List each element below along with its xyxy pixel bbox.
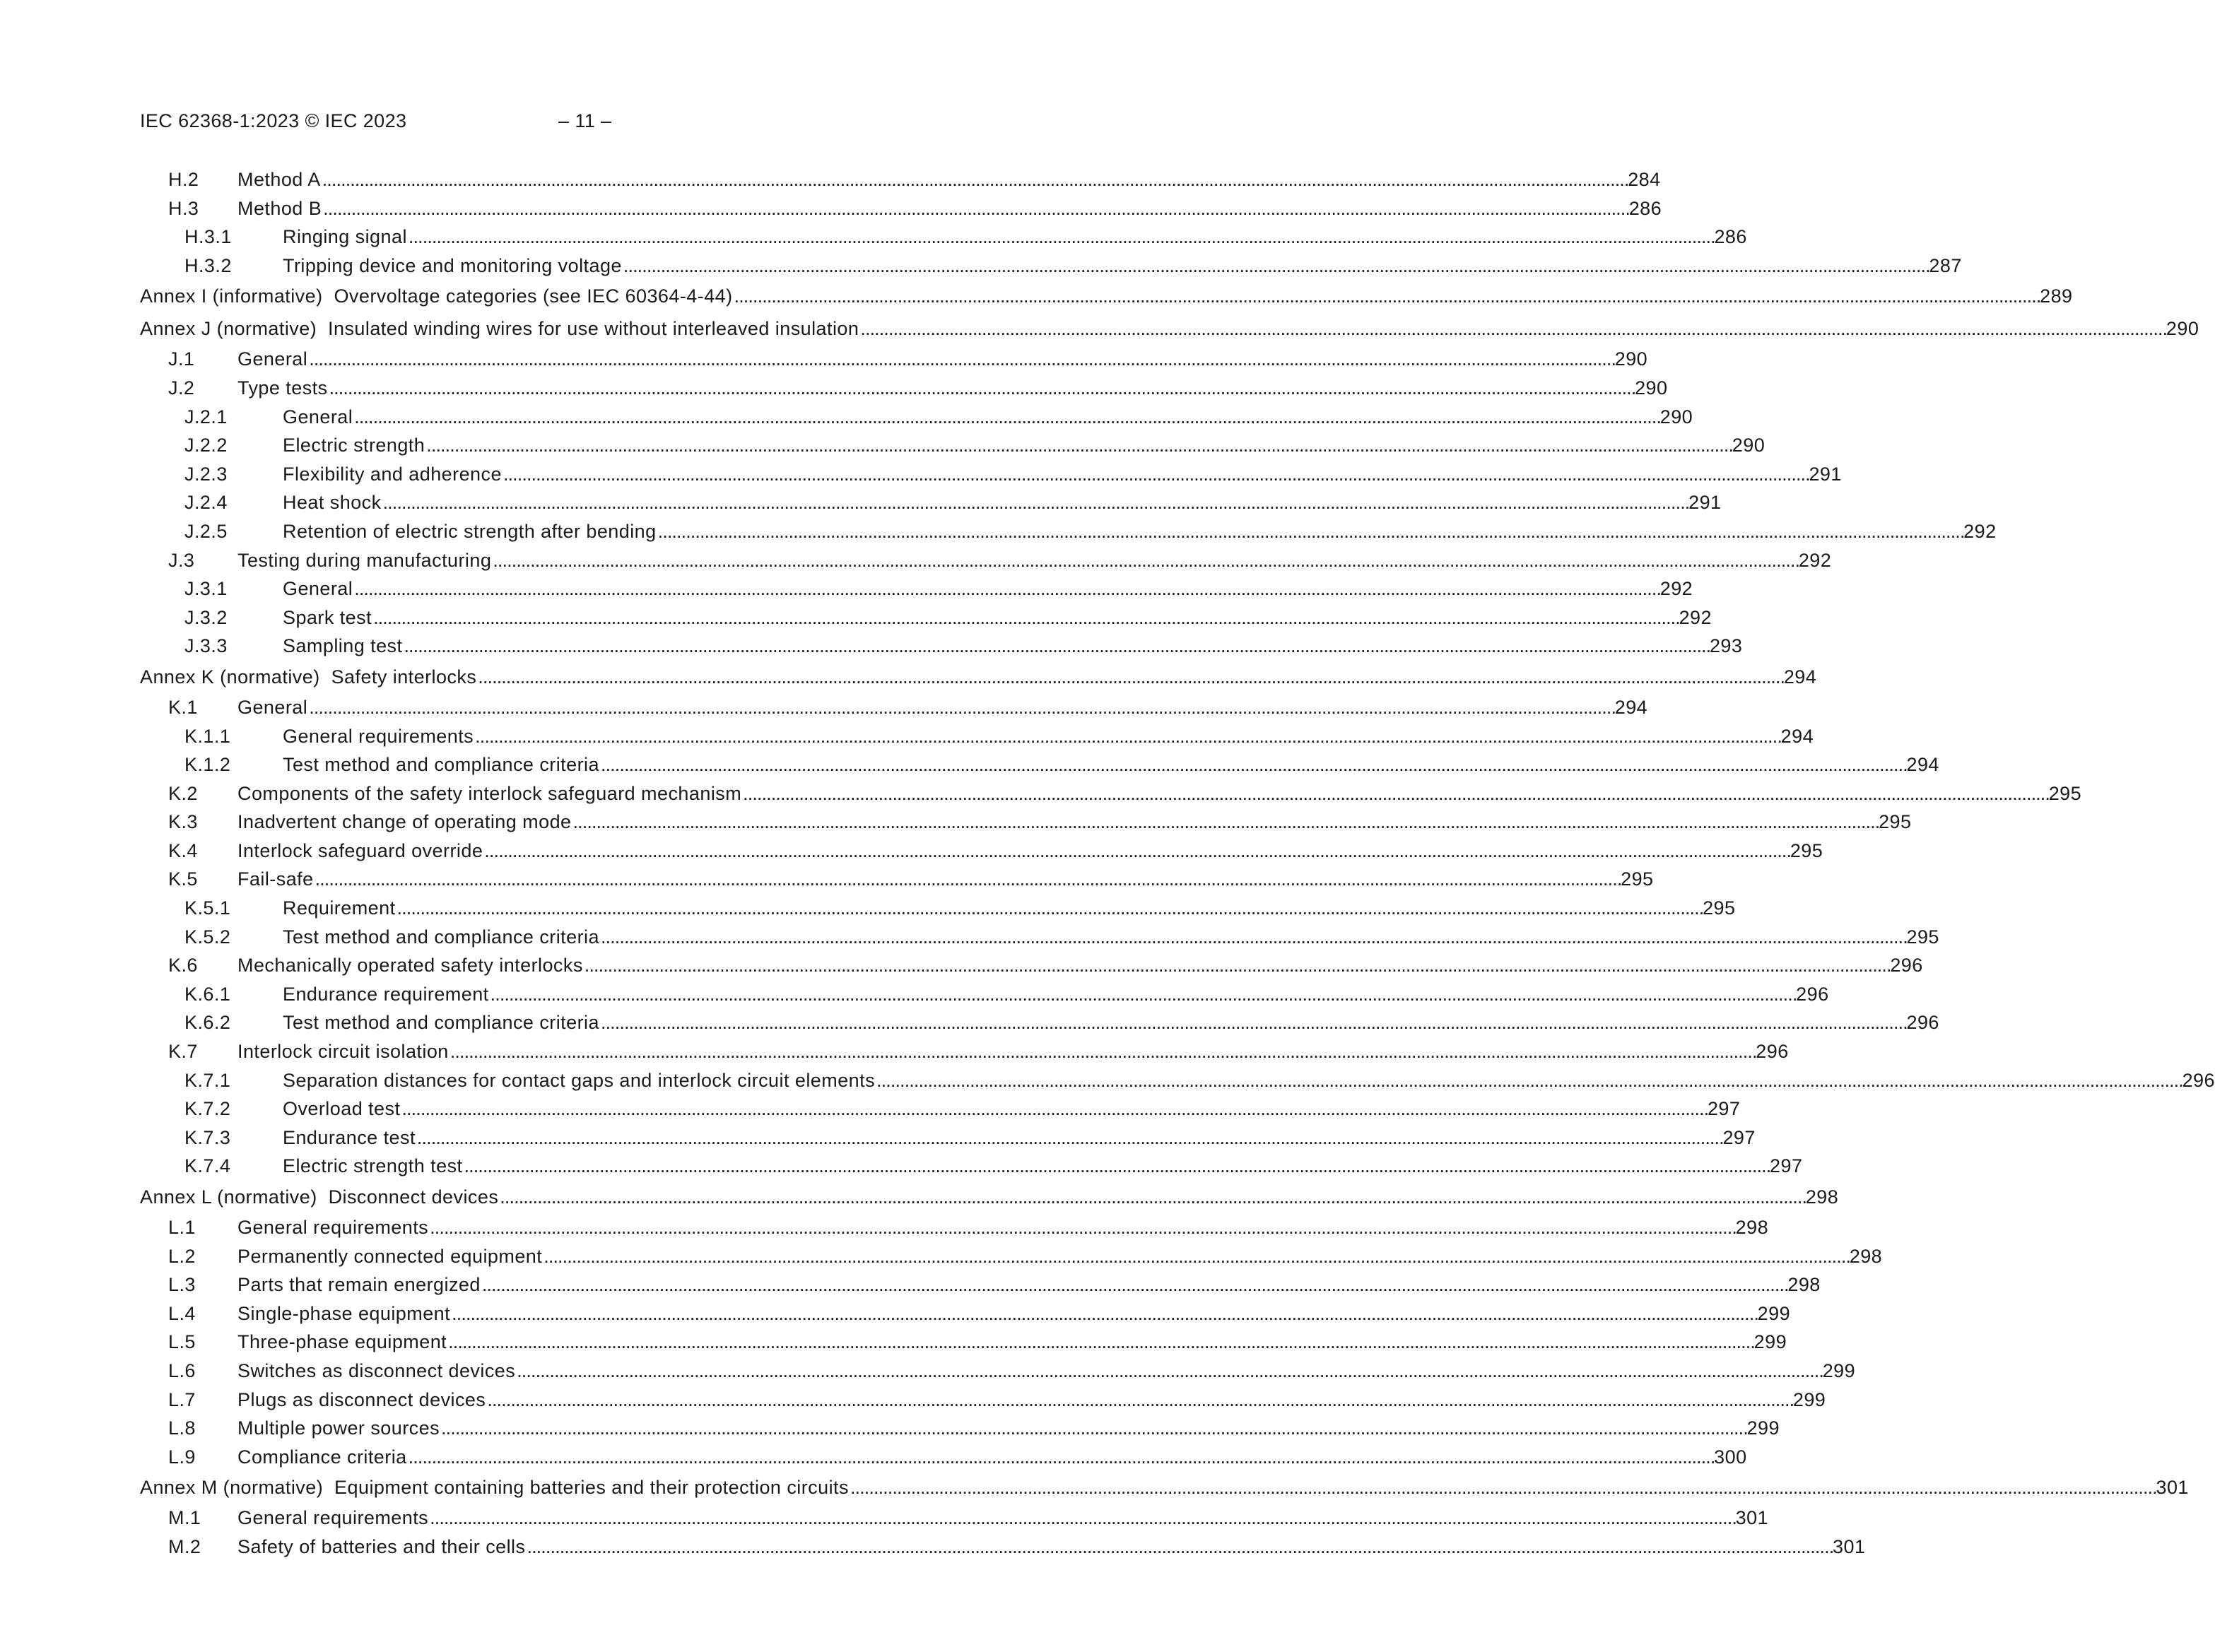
toc-entry[interactable] [140, 374, 1668, 403]
toc-entry-title: Spark test [283, 606, 372, 628]
dot-leader [503, 460, 1808, 489]
dot-leader [484, 837, 1789, 866]
toc-entry[interactable] [140, 837, 1823, 866]
toc-entry-page: 297 [1722, 1126, 1756, 1148]
toc-entry-number: Annex I (informative) [140, 285, 334, 307]
toc-entry-title: Sampling test [283, 635, 403, 657]
dot-leader [401, 1095, 1706, 1123]
toc-entry[interactable] [140, 722, 1814, 751]
dot-leader [309, 693, 1614, 722]
dot-leader [487, 1386, 1792, 1415]
toc-entry-number: K.3 [168, 811, 198, 833]
toc-entry-page: 289 [2040, 285, 2073, 307]
toc-entry-title: Safety of batteries and their cells [237, 1535, 526, 1557]
toc-entry-page: 295 [1703, 897, 1736, 919]
dot-leader [323, 194, 1628, 223]
toc-entry[interactable] [140, 403, 1693, 432]
toc-entry-title: Test method and compliance criteria [283, 1012, 599, 1034]
toc-entry-number: H.3.2 [184, 254, 232, 276]
toc-entry-number: J.3 [168, 549, 195, 571]
toc-entry-page: 298 [1735, 1217, 1769, 1238]
toc-entry[interactable] [140, 808, 1912, 837]
toc-entry-page: 295 [2048, 782, 2082, 804]
toc-entry[interactable] [140, 1504, 1769, 1533]
page-number: – 11 – [558, 110, 612, 131]
dot-leader [490, 980, 1795, 1009]
dot-leader [527, 1533, 1831, 1562]
toc-entry[interactable] [140, 1213, 1769, 1242]
toc-entry[interactable] [140, 750, 1939, 779]
toc-entry-page: 295 [1621, 868, 1654, 890]
toc-entry-title: Plugs as disconnect devices [237, 1388, 486, 1410]
toc-entry-number: K.6.2 [184, 1012, 231, 1034]
toc-entry-number: M.2 [168, 1535, 201, 1557]
dot-leader [373, 603, 1678, 632]
toc-entry[interactable] [140, 1152, 1803, 1181]
dot-leader [426, 431, 1731, 460]
toc-entry-page: 290 [2166, 318, 2199, 340]
dot-leader [441, 1414, 1746, 1443]
dot-leader [430, 1504, 1734, 1533]
toc-entry-page: 291 [1809, 463, 1842, 485]
toc-entry[interactable] [140, 923, 1939, 952]
toc-entry-page: 296 [1796, 983, 1829, 1005]
toc-entry-title: Requirement [283, 897, 396, 919]
toc-entry-page: 298 [1805, 1186, 1839, 1208]
toc-entry-page: 300 [1714, 1446, 1747, 1468]
toc-entry-page: 294 [1783, 666, 1817, 688]
toc-entry[interactable] [140, 1386, 1826, 1415]
toc-entry-number: H.3 [168, 197, 199, 219]
dot-leader [409, 223, 1713, 252]
toc-entry-page: 290 [1659, 406, 1693, 427]
toc-entry-title: Tripping device and monitoring voltage [283, 254, 622, 276]
toc-entry-page: 299 [1753, 1331, 1787, 1353]
dot-leader [329, 374, 1634, 403]
dot-leader [478, 661, 1782, 693]
toc-entry-title: General [237, 348, 308, 370]
toc-entry-title: General requirements [283, 725, 474, 747]
dot-leader [500, 1181, 1804, 1213]
toc-entry[interactable] [140, 632, 1743, 661]
toc-entry-title: Fail-safe [237, 868, 314, 890]
toc-entry-title: General [283, 578, 353, 600]
toc-entry-number: J.1 [168, 348, 195, 370]
dot-leader [584, 951, 1889, 980]
toc-entry[interactable] [140, 1357, 1856, 1386]
toc-entry-number: L.2 [168, 1245, 196, 1267]
toc-entry-page: 298 [1849, 1245, 1883, 1267]
toc-entry-page: 297 [1707, 1098, 1741, 1120]
toc-entry-page: 299 [1822, 1359, 1856, 1381]
toc-entry-number: L.6 [168, 1359, 196, 1381]
toc-entry-title: Electric strength [283, 435, 425, 456]
table-of-contents [140, 165, 2215, 1562]
toc-entry[interactable] [140, 252, 1962, 281]
toc-entry-number: K.7.4 [184, 1155, 231, 1177]
toc-entry[interactable] [140, 223, 1747, 252]
toc-entry[interactable] [140, 1242, 1883, 1271]
dot-leader [354, 403, 1659, 432]
toc-entry-number: J.2.3 [184, 463, 228, 485]
toc-entry[interactable] [140, 1095, 1741, 1123]
dot-leader [322, 165, 1627, 194]
toc-entry-page: 291 [1688, 492, 1722, 514]
document-id: IEC 62368-1:2023 © IEC 2023 [140, 110, 407, 131]
toc-entry-page: 295 [1790, 839, 1823, 861]
dot-leader [544, 1242, 1848, 1271]
dot-leader [397, 894, 1702, 923]
toc-entry-number: K.2 [168, 782, 198, 804]
toc-entry-title: Disconnect devices [328, 1186, 499, 1208]
dot-leader [309, 345, 1614, 374]
toc-entry-page: 294 [1906, 754, 1939, 776]
toc-entry-title: Interlock circuit isolation [237, 1041, 449, 1063]
toc-entry-page: 286 [1628, 197, 1662, 219]
toc-entry-title: Test method and compliance criteria [283, 926, 599, 948]
dot-leader [658, 517, 1963, 546]
toc-entry-title: Switches as disconnect devices [237, 1359, 516, 1381]
toc-entry-page: 301 [1833, 1535, 1866, 1557]
toc-entry[interactable] [140, 865, 1654, 894]
toc-entry-number: K.4 [168, 839, 198, 861]
toc-entry-title: Insulated winding wires for use without interleaved insulation [328, 318, 859, 340]
dot-leader [452, 1299, 1756, 1328]
toc-entry-number: J.3.1 [184, 578, 228, 600]
toc-entry-title: Overload test [283, 1098, 401, 1120]
toc-entry[interactable] [140, 460, 1842, 489]
toc-entry-title: Endurance test [283, 1126, 416, 1148]
dot-leader [734, 280, 2039, 312]
toc-entry-page: 296 [1756, 1041, 1789, 1063]
toc-entry[interactable] [140, 546, 1832, 575]
toc-entry-page: 292 [1659, 578, 1693, 600]
toc-entry-page: 292 [1798, 549, 1832, 571]
toc-entry[interactable] [140, 1037, 1789, 1066]
toc-entry-page: 292 [1963, 520, 1997, 542]
toc-entry-page: 299 [1746, 1417, 1780, 1439]
toc-entry-title: Type tests [237, 377, 328, 399]
toc-entry-title: Separation distances for contact gaps and interlock circuit elements [283, 1069, 876, 1091]
toc-entry-number: K.7.2 [184, 1098, 231, 1120]
toc-entry-title: General requirements [237, 1507, 429, 1529]
toc-entry-number: L.4 [168, 1302, 196, 1324]
dot-leader [448, 1328, 1753, 1357]
toc-entry-title: Method B [237, 197, 322, 219]
toc-entry-page: 299 [1757, 1302, 1791, 1324]
toc-entry[interactable] [140, 1328, 1787, 1357]
toc-entry-page: 286 [1714, 226, 1747, 248]
toc-entry-page: 298 [1787, 1274, 1821, 1296]
toc-entry-title: Safety interlocks [331, 666, 477, 688]
toc-entry-page: 295 [1906, 926, 1939, 948]
toc-entry[interactable] [140, 894, 1736, 923]
toc-entry[interactable] [140, 1443, 1747, 1472]
toc-entry-title: Testing during manufacturing [237, 549, 492, 571]
toc-entry-number: H.3.1 [184, 226, 232, 248]
toc-entry-title: General [283, 406, 353, 427]
toc-entry-number: K.6 [168, 955, 198, 977]
toc-entry-number: L.8 [168, 1417, 196, 1439]
toc-entry-page: 301 [2156, 1477, 2189, 1499]
dot-leader [430, 1213, 1734, 1242]
toc-entry[interactable] [140, 779, 2082, 808]
toc-entry[interactable] [140, 603, 1712, 632]
toc-entry-page: 290 [1732, 435, 1765, 456]
toc-entry-title: Compliance criteria [237, 1446, 407, 1468]
dot-leader [876, 1066, 2181, 1095]
toc-entry-number: K.7.1 [184, 1069, 231, 1091]
toc-entry-title: Interlock safeguard override [237, 839, 483, 861]
dot-leader [573, 808, 1878, 837]
toc-entry[interactable] [140, 1299, 1791, 1328]
toc-entry-number: K.5 [168, 868, 198, 890]
toc-entry[interactable] [140, 574, 1693, 603]
toc-entry-title: Inadvertent change of operating mode [237, 811, 572, 833]
toc-entry-number: L.5 [168, 1331, 196, 1353]
toc-entry-title: General requirements [237, 1217, 429, 1238]
toc-entry[interactable] [140, 165, 1661, 194]
toc-entry-number: L.3 [168, 1274, 196, 1296]
toc-entry[interactable] [140, 345, 1648, 374]
dot-leader [623, 252, 1928, 281]
toc-entry-number: J.3.2 [184, 606, 228, 628]
toc-entry[interactable] [140, 980, 1829, 1009]
dot-leader [354, 574, 1659, 603]
toc-entry[interactable] [140, 1533, 1866, 1562]
dot-leader [601, 923, 1905, 952]
dot-leader [743, 779, 2047, 808]
toc-entry-title: Flexibility and adherence [283, 463, 502, 485]
toc-entry-title: Equipment containing batteries and their protection circuits [334, 1477, 849, 1499]
toc-entry-number: H.2 [168, 169, 199, 190]
toc-entry-title: Ringing signal [283, 226, 407, 248]
toc-annex-entry[interactable] [140, 661, 1817, 693]
toc-entry-title: Electric strength test [283, 1155, 463, 1177]
toc-entry-number: K.7.3 [184, 1126, 231, 1148]
toc-entry-number: Annex M (normative) [140, 1477, 335, 1499]
toc-entry-number: K.6.1 [184, 983, 231, 1005]
toc-entry-number: K.1 [168, 696, 198, 718]
toc-entry-title: General [237, 696, 308, 718]
toc-entry-number: J.2.2 [184, 435, 228, 456]
toc-entry-page: 290 [1635, 377, 1668, 399]
dot-leader [860, 312, 2165, 345]
toc-entry[interactable] [140, 1414, 1780, 1443]
toc-entry-title: Components of the safety interlock safeguard mechanism [237, 782, 742, 804]
toc-entry-title: Multiple power sources [237, 1417, 440, 1439]
toc-entry[interactable] [140, 1008, 1939, 1037]
toc-entry-number: J.3.3 [184, 635, 228, 657]
toc-entry-page: 297 [1770, 1155, 1803, 1177]
dot-leader [482, 1270, 1787, 1299]
dot-leader [601, 750, 1905, 779]
toc-entry-page: 301 [1735, 1507, 1769, 1529]
toc-entry-page: 287 [1929, 254, 1962, 276]
dot-leader [383, 488, 1688, 517]
toc-entry-page: 294 [1780, 725, 1814, 747]
toc-entry-number: K.1.2 [184, 754, 231, 776]
toc-entry-page: 284 [1628, 169, 1661, 190]
toc-entry-title: Single-phase equipment [237, 1302, 451, 1324]
dot-leader [601, 1008, 1905, 1037]
toc-entry-title: Method A [237, 169, 321, 190]
toc-entry[interactable] [140, 693, 1648, 722]
toc-entry-page: 296 [2182, 1069, 2215, 1091]
toc-entry[interactable] [140, 517, 1997, 546]
toc-entry-number: K.5.1 [184, 897, 231, 919]
dot-leader [409, 1443, 1713, 1472]
dot-leader [450, 1037, 1755, 1066]
toc-entry-title: Overvoltage categories (see IEC 60364-4-44) [334, 285, 733, 307]
toc-entry[interactable] [140, 488, 1722, 517]
toc-entry-number: J.2.1 [184, 406, 228, 427]
dot-leader [475, 722, 1780, 751]
toc-entry-number: M.1 [168, 1507, 201, 1529]
toc-entry-page: 293 [1709, 635, 1743, 657]
toc-entry-number: L.9 [168, 1446, 196, 1468]
dot-leader [417, 1123, 1722, 1152]
dot-leader [404, 632, 1708, 661]
dot-leader [315, 865, 1620, 894]
toc-entry[interactable] [140, 951, 1923, 980]
toc-entry-number: K.1.1 [184, 725, 231, 747]
dot-leader [464, 1152, 1769, 1181]
toc-entry-page: 296 [1890, 955, 1923, 977]
toc-entry-number: L.7 [168, 1388, 196, 1410]
toc-entry[interactable] [140, 1123, 1756, 1152]
toc-entry-title: Mechanically operated safety interlocks [237, 955, 583, 977]
toc-entry-page: 294 [1614, 696, 1648, 718]
page-header [140, 110, 1038, 138]
toc-entry[interactable] [140, 1066, 2215, 1095]
toc-entry-number: K.7 [168, 1041, 198, 1063]
dot-leader [517, 1357, 1821, 1386]
toc-entry-number: Annex K (normative) [140, 666, 331, 688]
dot-leader [493, 546, 1797, 575]
toc-entry[interactable] [140, 1270, 1821, 1299]
toc-entry-title: Heat shock [283, 492, 382, 514]
dot-leader [850, 1471, 2155, 1504]
toc-entry-title: Three-phase equipment [237, 1331, 447, 1353]
toc-annex-entry[interactable] [140, 280, 2073, 312]
toc-entry-page: 290 [1614, 348, 1648, 370]
toc-entry[interactable] [140, 431, 1765, 460]
toc-entry-number: J.2 [168, 377, 195, 399]
toc-entry-number: Annex L (normative) [140, 1186, 329, 1208]
toc-entry-title: Test method and compliance criteria [283, 754, 599, 776]
toc-entry-number: J.2.4 [184, 492, 228, 514]
toc-entry-page: 292 [1679, 606, 1712, 628]
toc-entry-title: Endurance requirement [283, 983, 489, 1005]
toc-entry-number: K.5.2 [184, 926, 231, 948]
toc-entry-page: 295 [1879, 811, 1912, 833]
toc-entry-title: Permanently connected equipment [237, 1245, 543, 1267]
toc-annex-entry[interactable] [140, 1471, 2189, 1504]
toc-entry[interactable] [140, 194, 1662, 223]
toc-entry-title: Parts that remain energized [237, 1274, 481, 1296]
toc-entry-number: Annex J (normative) [140, 318, 329, 340]
toc-annex-entry[interactable] [140, 312, 2199, 345]
toc-entry-number: L.1 [168, 1217, 196, 1238]
toc-entry-title: Retention of electric strength after bending [283, 520, 657, 542]
toc-entry-page: 299 [1792, 1388, 1826, 1410]
toc-entry-page: 296 [1906, 1012, 1939, 1034]
toc-entry-number: J.2.5 [184, 520, 228, 542]
toc-annex-entry[interactable] [140, 1181, 1839, 1213]
